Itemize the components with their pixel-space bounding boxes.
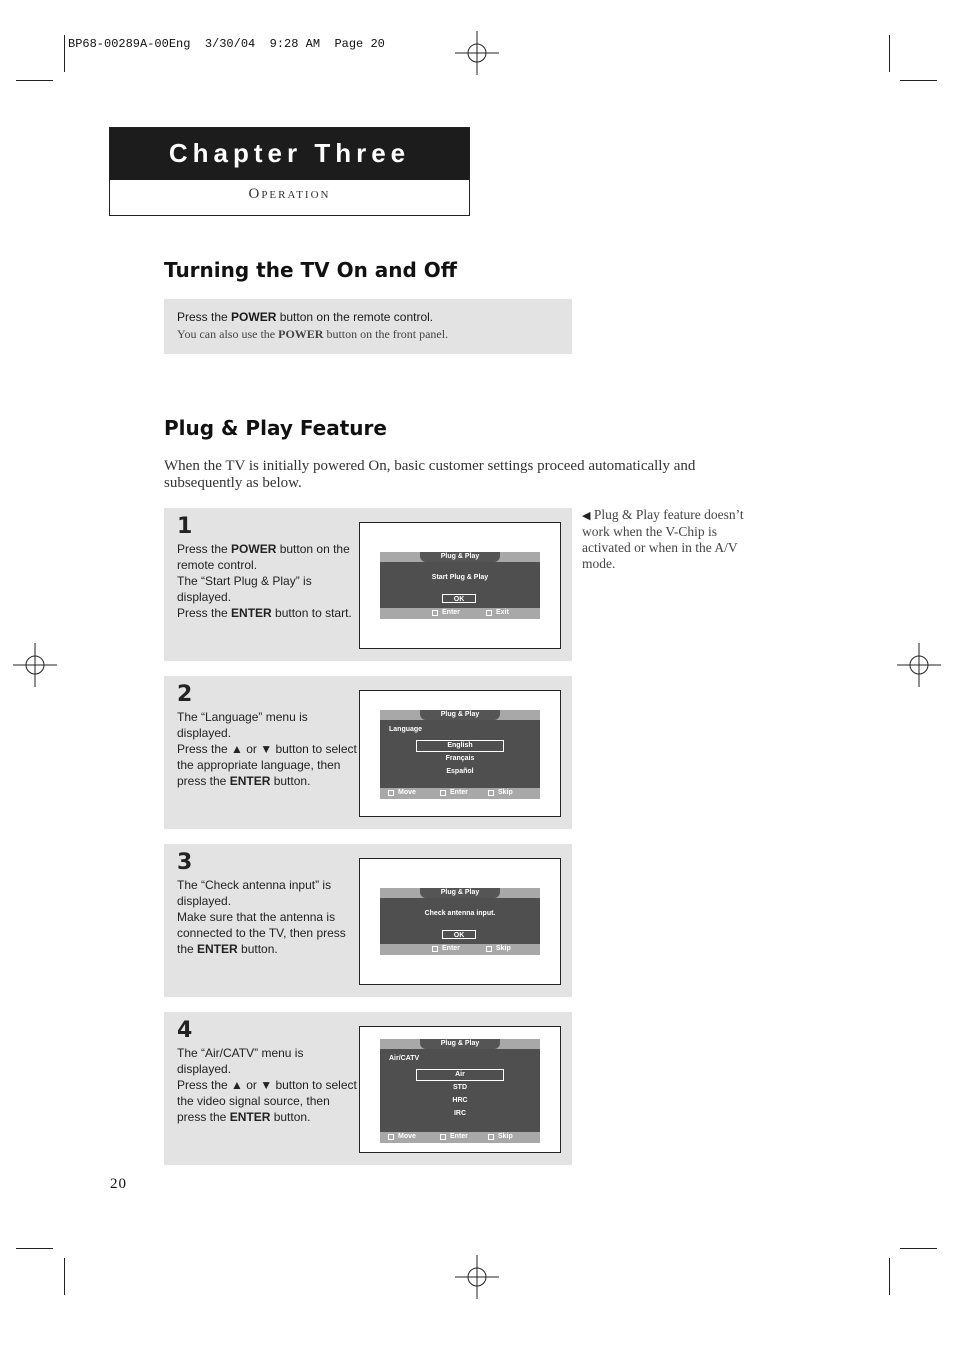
osd-title: Plug & Play: [420, 1039, 500, 1049]
osd-option[interactable]: STD: [453, 1084, 467, 1091]
osd-title: Plug & Play: [420, 710, 500, 720]
osd-label: Language: [389, 726, 423, 733]
registration-mark-left: [13, 643, 57, 687]
osd-menu: [380, 710, 540, 799]
osd-footer-item: Enter: [450, 1133, 468, 1140]
enter-icon: [440, 790, 446, 796]
power-line-2: You can also use the POWER button on the front panel.: [177, 327, 449, 341]
note-arrow-icon: ◀: [582, 509, 591, 522]
enter-icon: [432, 610, 438, 616]
osd-menu: [380, 1039, 540, 1143]
osd-footer-item: Enter: [442, 609, 460, 616]
step-3: [164, 844, 572, 997]
updown-icon: [388, 790, 394, 796]
osd-footer-item: Enter: [450, 789, 468, 796]
menu-icon: [488, 1134, 494, 1140]
step-number: 2: [177, 682, 193, 707]
osd-footer-item: Move: [398, 789, 416, 796]
chapter-header: [109, 127, 470, 216]
osd-footer: [380, 788, 540, 799]
osd-title-bar: [380, 888, 540, 898]
enter-icon: [440, 1134, 446, 1140]
osd-menu: [380, 888, 540, 955]
plug-and-play-intro: When the TV is initially powered On, basic customer settings proceed automatically and subsequently as below.: [164, 458, 696, 491]
osd-ok-button[interactable]: OK: [442, 594, 476, 603]
osd-footer-item: Skip: [498, 789, 513, 796]
registration-mark-top: [455, 31, 499, 75]
osd-footer-item: Skip: [496, 945, 511, 952]
osd-option[interactable]: Français: [445, 755, 475, 762]
osd-option[interactable]: HRC: [452, 1097, 468, 1104]
menu-icon: [486, 610, 492, 616]
osd-option[interactable]: Español: [446, 768, 474, 775]
osd-footer-item: Move: [398, 1133, 416, 1140]
osd-option[interactable]: Air: [455, 1071, 465, 1078]
registration-mark-right: [897, 643, 941, 687]
osd-ok-button[interactable]: OK: [442, 930, 476, 939]
step-instructions: The “Check antenna input” is displayed. Make sure that the antenna is connected to the TV, then press the ENTER button.: [177, 878, 346, 956]
osd-footer-item: Exit: [496, 609, 509, 616]
chapter-title: Chapter Three: [110, 128, 469, 178]
osd-title: Plug & Play: [420, 552, 500, 562]
enter-icon: [432, 946, 438, 952]
step-4: [164, 1012, 572, 1165]
osd-option[interactable]: English: [447, 742, 473, 749]
osd-footer: [380, 608, 540, 619]
tv-screen-frame: [359, 1026, 561, 1153]
section-heading-plug-and-play: Plug & Play Feature: [164, 416, 387, 440]
registration-mark-bottom: [455, 1255, 499, 1299]
osd-title-bar: [380, 1039, 540, 1049]
step-instructions: The “Language” menu is displayed. Press the ▲ or ▼ button to select the appropriate language, then press the ENTER button.: [177, 710, 357, 788]
tv-screen-frame: [359, 858, 561, 985]
osd-footer: [380, 1132, 540, 1143]
osd-message: Start Plug & Play: [431, 574, 489, 581]
osd-message: Check antenna input.: [424, 910, 496, 917]
osd-option[interactable]: IRC: [453, 1110, 467, 1117]
osd-footer-item: Enter: [442, 945, 460, 952]
power-line-1: Press the POWER button on the remote control.: [177, 310, 434, 324]
step-1: [164, 508, 572, 661]
page-number: 20: [110, 1176, 127, 1192]
osd-title-bar: [380, 552, 540, 562]
step-number: 1: [177, 514, 193, 539]
osd-title-bar: [380, 710, 540, 720]
side-note: ◀ Plug & Play feature doesn’t work when the V-Chip is activated or when in the A/V mode.: [582, 507, 744, 571]
osd-footer-item: Skip: [498, 1133, 513, 1140]
step-instructions: The “Air/CATV” menu is displayed. Press the ▲ or ▼ button to select the video signal source, then press the ENTER button.: [177, 1046, 357, 1124]
chapter-subtitle: Operation: [248, 186, 331, 202]
osd-footer: [380, 944, 540, 955]
step-2: [164, 676, 572, 829]
osd-menu: [380, 552, 540, 619]
print-slug: BP68-00289A-00Eng 3/30/04 9:28 AM Page 20: [68, 37, 385, 51]
step-number: 3: [177, 850, 193, 875]
tv-screen-frame: [359, 522, 561, 649]
updown-icon: [388, 1134, 394, 1140]
step-instructions: Press the POWER button on the remote control. The “Start Plug & Play” is displayed. Press the ENTER button to start.: [177, 542, 352, 620]
power-instructions-box: [164, 299, 572, 354]
osd-label: Air/CATV: [389, 1055, 420, 1062]
menu-icon: [488, 790, 494, 796]
section-heading-power: Turning the TV On and Off: [164, 258, 457, 282]
menu-icon: [486, 946, 492, 952]
osd-title: Plug & Play: [420, 888, 500, 898]
chapter-rule: [110, 178, 469, 180]
step-number: 4: [177, 1018, 193, 1043]
tv-screen-frame: [359, 690, 561, 817]
